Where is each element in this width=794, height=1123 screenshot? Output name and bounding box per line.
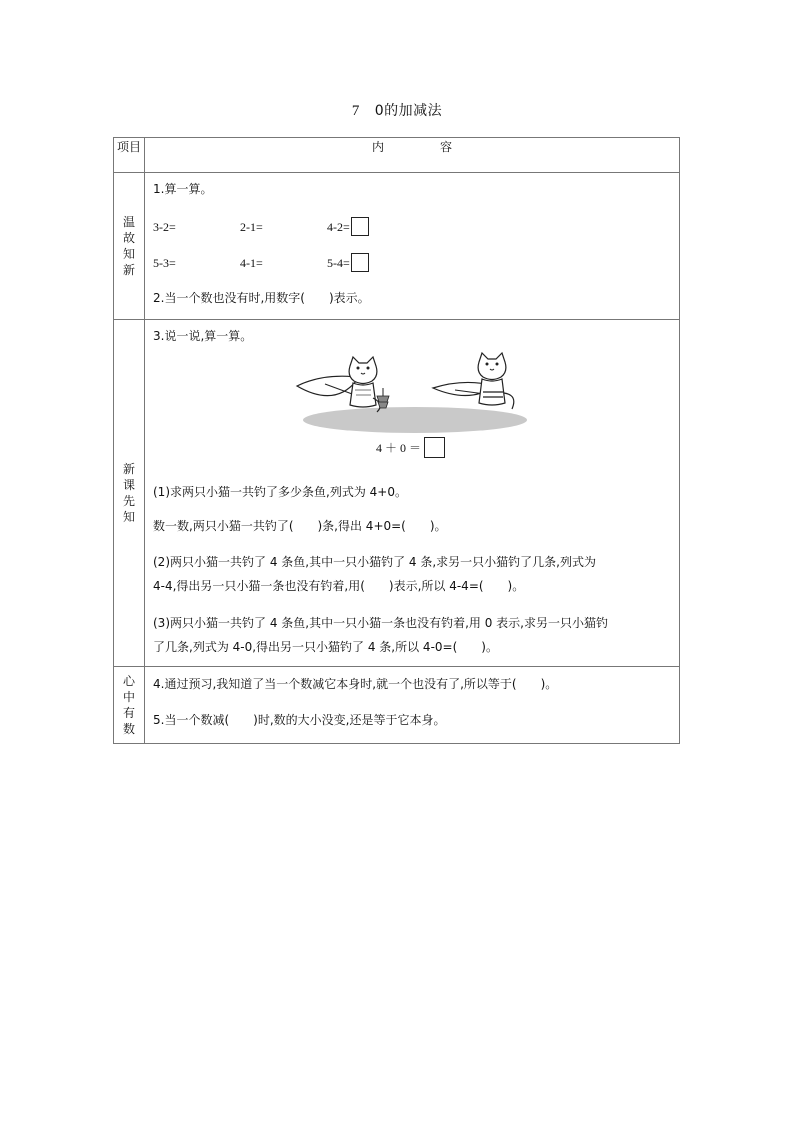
header-item: 项目 bbox=[114, 138, 145, 173]
section-review-content bbox=[145, 173, 680, 320]
label-char: 中 bbox=[122, 690, 135, 704]
label-char: 新 bbox=[122, 263, 135, 277]
answer-box[interactable] bbox=[351, 253, 369, 272]
cat-icon bbox=[349, 357, 380, 412]
answer-box[interactable] bbox=[424, 437, 445, 458]
section-label-review bbox=[114, 173, 145, 320]
label-char: 温 bbox=[122, 215, 135, 229]
answer-box[interactable] bbox=[351, 217, 369, 236]
header-row bbox=[114, 138, 680, 173]
section-summary bbox=[114, 667, 680, 744]
label-char: 故 bbox=[122, 231, 135, 245]
q1-heading: 1.算一算。 bbox=[153, 182, 213, 196]
q2-text: 2.当一个数也没有时,用数字( )表示。 bbox=[153, 291, 370, 305]
p3b-text: 了几条,列式为 4-0,得出另一只小猫钓了 4 条,所以 4-0=( )。 bbox=[153, 640, 498, 654]
label-char: 有 bbox=[122, 706, 135, 720]
p2b-text: 4-4,得出另一只小猫一条也没有钓着,用( )表示,所以 4-4=( )。 bbox=[153, 579, 525, 593]
label-char: 心 bbox=[122, 674, 135, 688]
p2a-text: (2)两只小猫一共钓了 4 条鱼,其中一只小猫钓了 4 条,求另一只小猫钓了几条,列式为 bbox=[153, 555, 596, 569]
equation bbox=[376, 437, 445, 458]
section-preview-content bbox=[145, 320, 680, 667]
q5-text: 5.当一个数减( )时,数的大小没变,还是等于它本身。 bbox=[153, 713, 446, 727]
section-label-preview bbox=[114, 320, 145, 667]
section-summary-content bbox=[145, 667, 680, 744]
p3a-text: (3)两只小猫一共钓了 4 条鱼,其中一只小猫一条也没有钓着,用 0 表示,求另一只小猫钓 bbox=[153, 616, 608, 630]
q3-heading: 3.说一说,算一算。 bbox=[153, 329, 253, 343]
label-char: 数 bbox=[122, 722, 135, 736]
q1-row-1 bbox=[153, 217, 369, 236]
q4-text: 4.通过预习,我知道了当一个数减它本身时,就一个也没有了,所以等于( )。 bbox=[153, 677, 558, 691]
title-text: 0的加减法 bbox=[374, 103, 443, 119]
label-char: 先 bbox=[122, 494, 135, 508]
equation-text: 4 ＋ 0 ＝ bbox=[376, 441, 422, 455]
section-preview bbox=[114, 320, 680, 667]
label-char: 知 bbox=[122, 510, 135, 524]
section-review bbox=[114, 173, 680, 320]
problem: 2-1= bbox=[240, 220, 263, 234]
label-char: 课 bbox=[122, 478, 135, 492]
cat-icon bbox=[478, 353, 514, 409]
problem: 5-4= bbox=[327, 256, 350, 270]
fish-icon bbox=[377, 388, 389, 408]
label-char: 知 bbox=[122, 247, 135, 261]
problem: 4-2= bbox=[327, 220, 350, 234]
section-label-summary bbox=[114, 667, 145, 744]
ground-shadow bbox=[303, 407, 527, 433]
fishing-cats-illustration bbox=[295, 348, 535, 438]
problem: 5-3= bbox=[153, 256, 176, 270]
problem: 4-1= bbox=[240, 256, 263, 270]
title-number: 7 bbox=[351, 103, 360, 119]
label-char: 新 bbox=[122, 462, 135, 476]
header-content: 内 容 bbox=[145, 138, 680, 173]
q1-row-2 bbox=[153, 253, 369, 272]
worksheet-table bbox=[113, 137, 680, 744]
p1b-text: 数一数,两只小猫一共钓了( )条,得出 4+0=( )。 bbox=[153, 519, 447, 533]
p1-text: (1)求两只小猫一共钓了多少条鱼,列式为 4+0。 bbox=[153, 485, 407, 499]
page-title bbox=[0, 100, 794, 120]
problem: 3-2= bbox=[153, 220, 176, 234]
